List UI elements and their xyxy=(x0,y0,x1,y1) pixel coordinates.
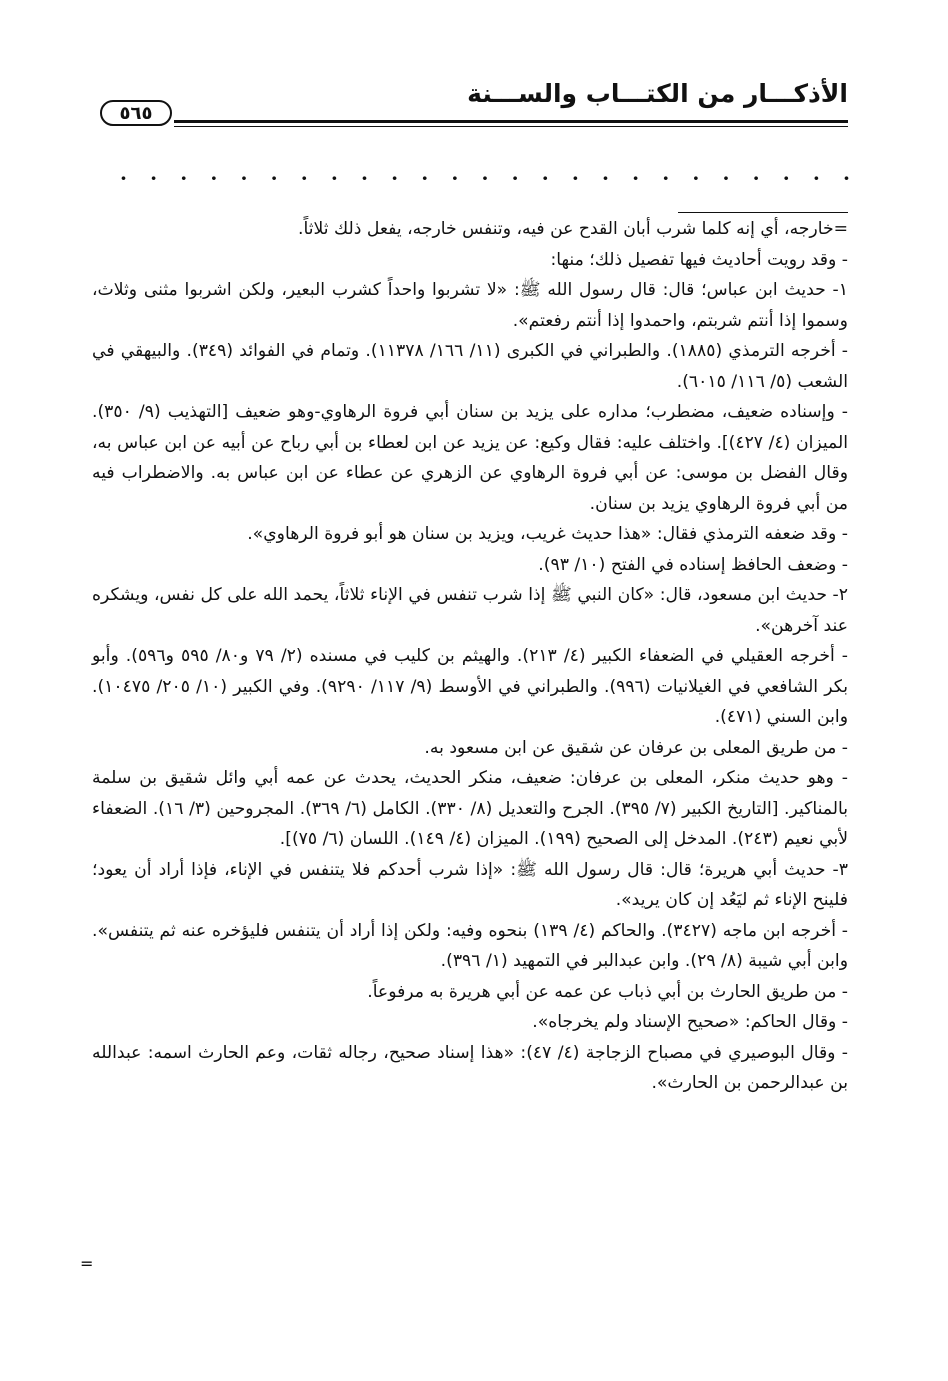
footnote-paragraph: - من طريق المعلى بن عرفان عن شقيق عن ابن مسعود به. xyxy=(424,737,848,758)
footnote-paragraph: ١- حديث ابن عباس؛ قال: قال رسول الله ﷺ: «لا تشربوا واحداً كشرب البعير، ولكن اشربوا مثنى وثلاث، وسموا إذا أنتم شربتم، واحمدوا إذا أنتم رفعتم». xyxy=(92,280,848,331)
separator-dot: · xyxy=(150,166,158,190)
separator-dot: · xyxy=(843,166,850,190)
footnote-paragraph: - وقال البوصيري في مصباح الزجاجة (٤/ ٤٧): «هذا إسناد صحيح، رجاله ثقات، وعم الحارث اسمه: عبدالله بن عبدالرحمن بن الحارث». xyxy=(92,1042,848,1093)
footnote-rule xyxy=(678,212,848,213)
footnote-paragraph: - وضعف الحافظ إسناده في الفتح (١٠/ ٩٣). xyxy=(538,554,848,575)
footnote-paragraph: - أخرجه الترمذي (١٨٨٥). والطبراني في الكبرى (١١/ ١٦٦/ ١١٣٧٨). وتمام في الفوائد (٣٤٩). والبيهقي في الشعب (٥/ ١١٦/ ٦٠١٥). xyxy=(92,341,848,392)
footnote-paragraph: - أخرجه العقيلي في الضعفاء الكبير (٤/ ٢١٣). والهيثم بن كليب في مسنده (٢/ ٧٩ و٨٠/ ٥٩٥ و٥٩٦). وأبو بكر الشافعي في الغيلانيات (٩٩٦). والطبراني في الأوسط (٩/ ١١٧/ ٩٢٩٠). وفي الكبير (١٠/ ٢٠٥/ ١٠٤٧٥). وابن السني (٤٧١). xyxy=(92,646,849,727)
separator-dot: · xyxy=(602,166,609,190)
separator-dot: · xyxy=(812,166,820,190)
separator-dot: · xyxy=(120,166,127,190)
separator-dot: · xyxy=(421,166,429,190)
footnote-paragraph: - وقال الحاكم: «صحيح الإسناد ولم يخرجاه». xyxy=(532,1012,848,1032)
footnote-paragraph: ٣- حديث أبي هريرة؛ قال: قال رسول الله ﷺ: «إذا شرب أحدكم فلا يتنفس في الإناء، فإذا أراد أن يعود؛ فلينح الإناء ثم ليَعُد إن كان يريد». xyxy=(92,859,848,910)
book-title: الأذكـــار من الكتـــاب والســـنة xyxy=(467,79,848,108)
footnote-paragraph: - وقد ضعفه الترمذي فقال: «هذا حديث غريب، ويزيد بن سنان هو أبو فروة الرهاوي». xyxy=(247,524,848,544)
separator-dot: · xyxy=(511,166,519,190)
separator-dot: · xyxy=(330,166,338,190)
footnote-paragraph: - أخرجه ابن ماجه (٣٤٢٧). والحاكم (٤/ ١٣٩) بنحوه وفيه: ولكن إذا أراد أن يتنفس فليؤخره عنه ثم يتنفس». وابن أبي شيبة (٨/ ٢٩). وابن عبدالبر في التمهيد (١/ ٣٩٦). xyxy=(92,920,848,971)
separator-dot: · xyxy=(782,166,790,190)
dotted-separator xyxy=(120,168,850,188)
separator-dot: · xyxy=(481,166,489,190)
separator-dot: · xyxy=(722,166,730,190)
footnote-body xyxy=(92,214,848,1099)
header-rule-thin xyxy=(174,126,848,127)
separator-dot: · xyxy=(692,166,700,190)
footnote-paragraph: ٢- حديث ابن مسعود، قال: «كان النبي ﷺ إذا شرب تنفس في الإناء ثلاثاً، يحمد الله على كل نفس، ويشكره عند آخرهن». xyxy=(92,585,848,636)
footnote-paragraph: - وهو حديث منكر، المعلى بن عرفان: ضعيف، منكر الحديث، يحدث عن عمه أبي وائل شقيق بن سلمة بالمناكير. [التاريخ الكبير (٧/ ٣٩٥). الجرح والتعديل (٨/ ٣٣٠). الكامل (٦/ ٣٦٩). المجروحين (٣/ ١٦). الضعفاء لأبي نعيم (٢٤٣). المدخل إلى الصحيح (١٩٩). الميزان (٤/ ١٤٩). اللسان (٦/ ٧٥)]. xyxy=(92,768,848,849)
page-number-badge xyxy=(100,100,172,126)
separator-dot: · xyxy=(180,166,188,190)
separator-dot: · xyxy=(571,166,579,190)
footnote-paragraph: - من طريق الحارث بن أبي ذباب عن عمه عن أبي هريرة به مرفوعاً. xyxy=(367,981,848,1002)
separator-dot: · xyxy=(210,166,218,190)
separator-dot: · xyxy=(391,166,399,190)
separator-dot: · xyxy=(541,166,549,190)
header-rule-thick xyxy=(174,120,848,123)
separator-dot: · xyxy=(662,166,670,190)
footnote-paragraph: =خارجه، أي إنه كلما شرب أبان القدح عن فيه، وتنفس خارجه، يفعل ذلك ثلاثاً. xyxy=(298,219,848,239)
footnote-paragraph: - وقد رويت أحاديث فيها تفصيل ذلك؛ منها: xyxy=(550,249,848,270)
separator-dot: · xyxy=(300,166,308,190)
separator-dot: · xyxy=(632,166,640,190)
continuation-mark: = xyxy=(80,1254,94,1273)
separator-dot: · xyxy=(361,166,368,190)
footnote-paragraph: - وإسناده ضعيف، مضطرب؛ مداره على يزيد بن سنان أبي فروة الرهاوي-وهو ضعيف [التهذيب (٩/ ٣٥٠). الميزان (٤/ ٤٢٧)]. واختلف عليه: فقال وكيع: عن يزيد عن ابن لعطاء بن أبي رباح عن أبيه عن ابن عباس به، وقال الفضل بن موسى: عن أبي فروة الرهاوي عن الزهري عن عطاء عن ابن عباس به. والاضطراب فيه من أبي فروة الرهاوي يزيد بن سنان. xyxy=(92,402,848,514)
page-header xyxy=(100,78,848,138)
separator-dot: · xyxy=(240,166,248,190)
separator-dot: · xyxy=(451,166,459,190)
separator-dot: · xyxy=(752,166,760,190)
page-number: ٥٦٥ xyxy=(119,102,153,124)
separator-dot: · xyxy=(270,166,278,190)
